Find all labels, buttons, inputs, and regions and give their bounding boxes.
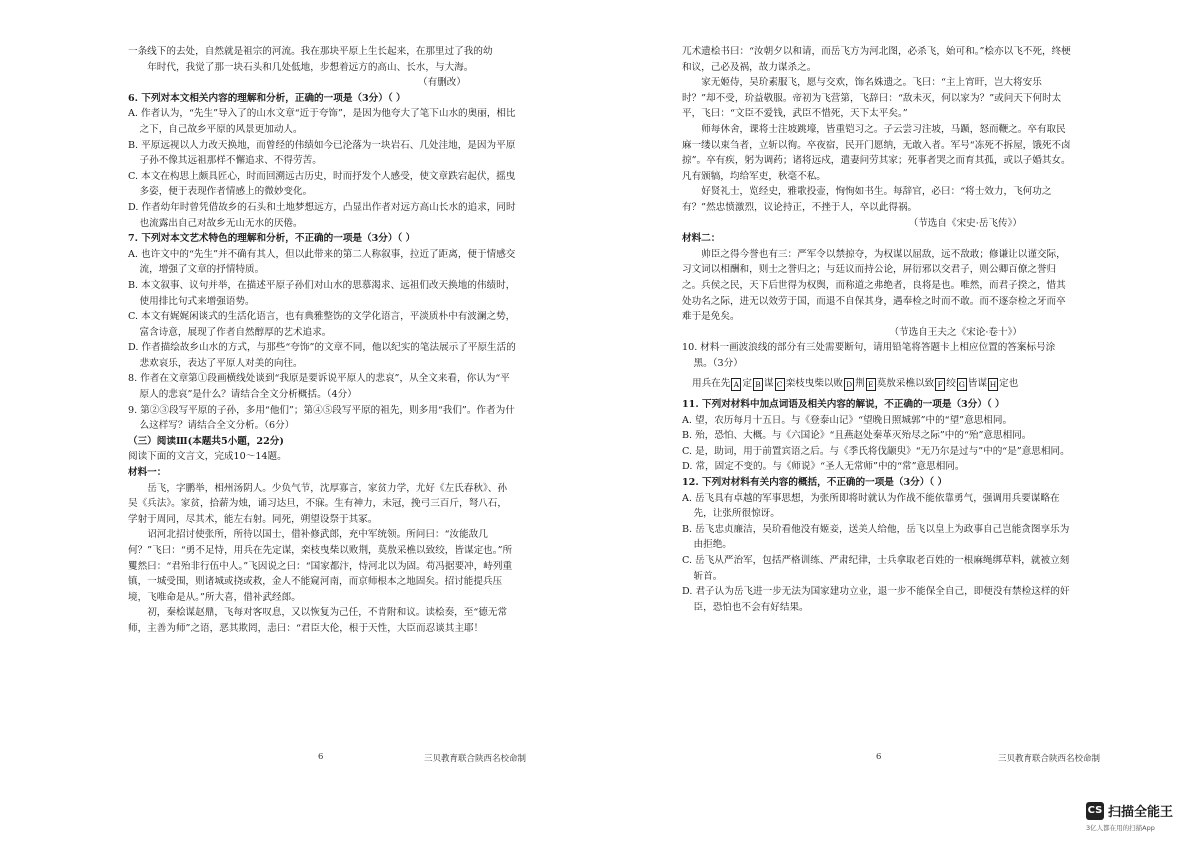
page-number-right: 6 bbox=[876, 752, 882, 762]
left-line: 材料一： bbox=[128, 467, 167, 479]
answer-box[interactable]: C bbox=[775, 378, 785, 391]
segment-text: 荆 bbox=[855, 378, 865, 390]
left-line: 一条线下的去处，自然就是祖宗的河流。我在那块平原上生长起来，在那里过了我的幼 bbox=[128, 46, 493, 57]
segment-text: 谋 bbox=[763, 378, 774, 390]
segment-text: 栾枝曳柴以败 bbox=[785, 378, 844, 390]
left-line: A. 作者认为，“先生”导入了的山水文章“近于夸饰”，是因为他夸大了笔下山水的奥丽，相比之下，自己故乡平原的风景更加动人。 bbox=[128, 108, 516, 135]
scanner-watermark bbox=[1086, 800, 1186, 832]
right-line: 11. 下列对材料中加点词语及相关内容的解说，不正确的一项是（3分）（ ） bbox=[682, 399, 1005, 411]
left-line: C. 本文有娓娓闲谈式的生活化语言，也有典雅整饬的文学化语言，平淡质朴中有波澜之势，富含诗意，展现了作者自然醇厚的艺术追求。 bbox=[128, 311, 516, 338]
left-line: A. 也许文中的“先生”并不确有其人，但以此带来的第二人称叙事，拉近了距离，便于情感交流，增强了文章的抒情特质。 bbox=[128, 248, 516, 276]
left-line: （有删改） bbox=[418, 77, 466, 89]
left-line: C. 本文在构思上颇具匠心，时而回溯远古历史，时而抒发个人感受，使文章跌宕起伏，摇曳多姿，便于表现作者情感上的微妙变化。 bbox=[128, 170, 516, 198]
segment-text: 定 bbox=[742, 378, 752, 390]
right-line: 帅臣之得今誉也有三：严军令以禁掠夺，为权谋以屈敌，远不敌敢；修谦让以谨交际，习文词以相酬和，则士之誉归之；与廷议而持公论，屏衍邪以交君子，则公卿百僚之誉归之。兵侯之民，天下后世得为权舆，而称道之弗绝者，良将是也。唯然，而君子揆之，惜其处功名之际，进无以效劳于国，而退不自保其身，遇奉检之时而不敢。而不逐奈检之牙而卒难于是免矣。 bbox=[682, 248, 1066, 323]
watermark-tagline: 3亿人都在用的扫描App bbox=[1086, 824, 1155, 832]
segment-text: 用兵在先 bbox=[692, 378, 731, 390]
left-line: D. 作者描绘故乡山水的方式，与那些“夸饰”的文章不同，他以纪实的笔法展示了平原生活的悲欢哀乐，表达了平原人对美的向往。 bbox=[128, 342, 516, 369]
left-line: 7. 下列对本文艺术特色的理解和分析，不正确的一项是（3分）（ ） bbox=[128, 233, 416, 245]
left-line: （三）阅读Ⅲ(本题共5小题，22分) bbox=[128, 435, 284, 447]
left-line: 岳飞，字鹏举，相州汤阴人。少负气节，沈厚寡言，家贫力学，尤好《左氏春秋》、孙吴《兵法》。家贫，拾薪为烛，诵习达旦，不寐。生有神力，未冠，挽弓三百斤，弩八石，学射于周同，尽其术，能左右射。同死，朔望设祭于其冢。 bbox=[128, 482, 507, 525]
right-line: 12. 下列对材料有关内容的概括，不正确的一项是（3分）（ ） bbox=[682, 477, 948, 489]
right-line: 家无姬侍，吴玠素服飞，愿与交欢，饰名姝遗之。飞曰：“主上宵旰，岂大将安乐时？”却不受，玠益敬服。帝初为飞营第，飞辞曰：“敌未灭，何以家为？”或问天下何时太平，飞曰：“文臣不爱钱，武臣不惜死，天下太平矣。” bbox=[682, 77, 1062, 120]
right-line: （节选自《宋史·岳飞传》） bbox=[908, 217, 1022, 229]
right-line: 10. 材料一画波浪线的部分有三处需要断句，请用铅笔将答题卡上相应位置的答案标号涂黑。（3分） bbox=[682, 342, 1056, 369]
sentence-segmentation-question bbox=[692, 376, 1072, 392]
answer-box[interactable]: H bbox=[989, 379, 997, 389]
segment-text: 定也 bbox=[999, 378, 1019, 390]
left-line: B. 本文叙事、议句并举，在描述平原子孙们对山水的思慕渴求、远祖们改天换地的伟绩时，使用排比句式来增强语势。 bbox=[128, 279, 516, 307]
right-line: D. 常，固定不变的。与《师说》“圣人无常师”中的“常”意思相同。 bbox=[682, 461, 965, 473]
answer-box[interactable]: E bbox=[866, 378, 876, 391]
left-line: 诏河北招讨使张所，所待以国士，借补修武郎，充中军统领。所问曰：“汝能敌几何？”飞曰：“勇不足恃，用兵在先定谋，栾枝曳柴以败荆，莫敖采樵以致绞，皆谋定也。”所矍然曰：“君殆非行伍中人。”飞因说之曰：“国家都汴，恃河北以为固。苟冯据要冲，峙列重镇，一城受围，则诸城或挠或救，金人不能窥河南，而京师根本之地固矣。招讨能提兵压境，飞唯命是从。”所大喜，借补武经郎。 bbox=[128, 529, 513, 603]
right-line: B. 殆，恐怕、大概。与《六国论》“且燕赵处秦革灭殆尽之际”中的“殆”意思相同。 bbox=[682, 430, 1032, 442]
left-line: 9. 第②③段写平原的子孙，多用“他们”；第④⑤段写平原的祖先，则多用“我们”。作者为什么这样写？请结合全文分析。（6分） bbox=[128, 404, 515, 432]
segment-text: 绞 bbox=[946, 378, 956, 390]
left-line: 阅读下面的文言文，完成10～14题。 bbox=[128, 451, 287, 463]
answer-box[interactable]: D bbox=[846, 379, 853, 389]
right-line: A. 岳飞具有卓越的军事思想，为张所即将时就认为作战不能依靠勇气，强调用兵要谋略在先，让张所很惊讶。 bbox=[682, 492, 1060, 520]
right-line: C. 是，助词，用于前置宾语之后。与《季氏将伐颛臾》“无乃尔是过与”中的“是”意思相同。 bbox=[682, 445, 1070, 457]
camscanner-logo-icon: CS bbox=[1086, 802, 1104, 820]
footer-publisher-left: 三贝教育联合陕西名校命制 bbox=[424, 754, 527, 764]
left-column bbox=[128, 44, 516, 637]
segment-text: 皆谋 bbox=[967, 378, 988, 390]
answer-box[interactable]: F bbox=[935, 378, 945, 391]
answer-box[interactable]: G bbox=[958, 379, 965, 389]
segment-text: 莫敖采樵以致 bbox=[876, 378, 935, 390]
right-line: 师每休舍，课将士注坡跳壕，皆重铠习之。子云尝习注坡，马踬，怒而鞭之。卒有取民麻一缕以束刍者，立斩以徇。卒夜宿，民开门愿纳，无敢入者。军号“冻死不拆屋，饿死不卤掠”。卒有疾，躬为调药；诸将远戍，遣妻问劳其家；死事者哭之而育其孤，或以子婚其女。凡有颁犒，均给军吏，秋毫不私。 bbox=[682, 123, 1071, 182]
left-line: 年时代，我觉了那一块石头和几处低地，步想着远方的高山、长水，与大海。 bbox=[147, 61, 474, 73]
answer-box[interactable]: B bbox=[753, 378, 763, 391]
watermark-name: 扫描全能王 bbox=[1108, 805, 1174, 820]
right-line: B. 岳飞忠贞廉洁，吴玠看他没有姬妾，送美人给他，岳飞以皇上为政事自己岂能贪图享乐为由拒绝。 bbox=[682, 523, 1070, 551]
left-line: D. 作者幼年时曾凭借故乡的石头和土地梦想远方，凸显出作者对远方高山长水的追求，同时也流露出自己对故乡无山无水的厌倦。 bbox=[128, 201, 516, 229]
right-line: 好贤礼士，览经史，雅歌投壶，恂恂如书生。每辞官，必曰：“将士效力，飞何功之有？”然忠愤激烈，议论持正，不挫于人，卒以此得祸。 bbox=[682, 186, 1052, 213]
answer-box[interactable]: A bbox=[731, 378, 741, 391]
right-line: D. 君子认为岳飞进一步无法为国家建功立业，退一步不能保全自己，即便没有禁检这样的奸臣，恐怕也不会有好结果。 bbox=[682, 586, 1070, 613]
left-line: 初，秦桧谋赵鼎，飞每对客叹息，又以恢复为己任，不肯附和议。读桧奏，至“德无常师，主善为师”之语，恶其欺罔，恚曰：“君臣大伦，根于天性，大臣而忍谈其主耶！ bbox=[128, 607, 508, 634]
right-line: 材料二： bbox=[682, 233, 721, 245]
left-line: B. 平原远视以人力改天换地，而曾经的伟绩如今已沦落为一块岩石、几处洼地，是因为平原子孙不像其远祖那样不懈追求、不得劳苦。 bbox=[128, 139, 516, 167]
footer-publisher-right: 三贝教育联合陕西名校命制 bbox=[998, 754, 1101, 764]
right-column bbox=[682, 44, 1072, 615]
right-line: C. 岳飞从严治军，包括严格训练、严肃纪律，士兵拿取老百姓的一根麻绳绑草料，就被立刻斩首。 bbox=[682, 555, 1070, 582]
left-line: 8. 作者在文章第①段画横线处谈到“我原是要诉说平原人的悲哀”，从全文来看，你认为“平原人的悲哀”是什么？请结合全文分析概括。（4分） bbox=[128, 373, 510, 401]
left-line: 6. 下列对本文相关内容的理解和分析，正确的一项是（3分）（ ） bbox=[128, 92, 406, 104]
right-line: （节选自王夫之《宋论·卷十》） bbox=[889, 326, 1022, 338]
right-line: 兀术遗桧书曰：“汝朝夕以和请，而岳飞方为河北图，必杀飞，始可和。”桧亦以飞不死，终梗和议，己必及祸，故力谋杀之。 bbox=[682, 46, 1071, 73]
page-number-left: 6 bbox=[318, 752, 324, 762]
right-line: A. 望，农历每月十五日。与《登泰山记》“望晚日照城郭”中的“望”意思相同。 bbox=[682, 414, 1013, 426]
